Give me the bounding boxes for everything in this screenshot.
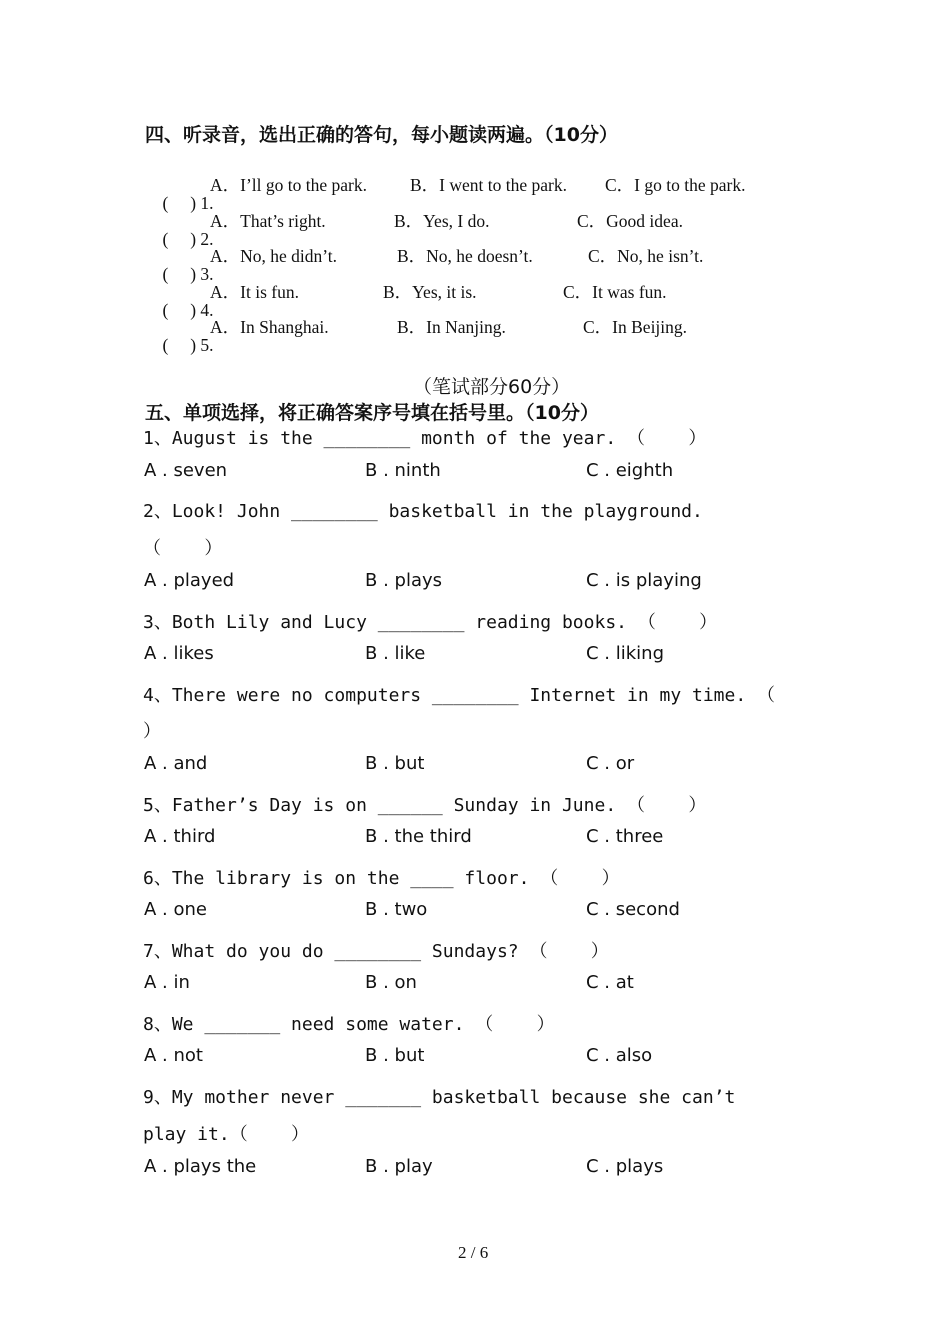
option-a: A . plays the [144, 1156, 257, 1177]
option-c: C．It was fun. [563, 282, 667, 302]
option-c: C . is playing [586, 570, 702, 591]
option-a: A . seven [144, 460, 228, 481]
question-text-continued: ） [143, 721, 161, 742]
option-a: A．That’s right. [210, 211, 326, 231]
option-a: A . one [144, 899, 207, 920]
page-number: 2 / 6 [458, 1243, 489, 1262]
option-a: A . in [144, 972, 190, 993]
written-part-header: （笔试部分60分） [413, 376, 571, 398]
option-b: B . on [365, 972, 417, 993]
answer-paren[interactable]: ( [162, 335, 191, 355]
question-text-continued: play it.（ ） [143, 1124, 310, 1145]
option-b: B . ninth [365, 460, 441, 481]
option-a: A . third [144, 826, 216, 847]
list-item [145, 314, 214, 377]
question-number: ) 4. [190, 300, 214, 320]
option-c: C . also [586, 1045, 653, 1066]
option-c: C．Good idea. [577, 211, 683, 231]
option-a: A . played [144, 570, 235, 591]
question-text-continued: （ ） [143, 538, 223, 559]
question-number: ) 5. [190, 335, 214, 355]
question-number: ) 2. [190, 229, 214, 249]
option-b: B．Yes, it is. [383, 282, 477, 302]
option-c: C．In Beijing. [583, 317, 688, 337]
question-text: 6、The library is on the ____ floor. （ ） [143, 868, 620, 889]
option-a: A．In Shanghai. [210, 317, 329, 337]
option-c: C . liking [586, 643, 664, 664]
option-b: B . plays [365, 570, 443, 591]
question-text: 2、Look! John ________ basketball in the playground. [143, 501, 703, 522]
option-a: A．I’ll go to the park. [210, 175, 367, 195]
section4-title: 四、听录音，选出正确的答句，每小题读两遍。（10分） [145, 124, 618, 146]
option-c: C . eighth [586, 460, 674, 481]
question-number: ) 1. [190, 193, 214, 213]
answer-paren[interactable]: ( [162, 300, 191, 320]
question-number: ) 3. [190, 264, 214, 284]
option-b: B . two [365, 899, 428, 920]
option-c: C . three [586, 826, 664, 847]
option-b: B . like [365, 643, 426, 664]
option-b: B . but [365, 1045, 425, 1066]
option-b: B . play [365, 1156, 433, 1177]
option-a: A．No, he didn’t. [210, 246, 338, 266]
option-b: B．No, he doesn’t. [397, 246, 533, 266]
answer-paren[interactable]: ( [162, 264, 191, 284]
option-a: A . and [144, 753, 208, 774]
option-c: C . second [586, 899, 680, 920]
option-c: C．No, he isn’t. [588, 246, 704, 266]
answer-paren[interactable]: ( [162, 193, 191, 213]
section5-title: 五、单项选择，将正确答案序号填在括号里。（10分） [145, 402, 599, 424]
option-c: C . plays [586, 1156, 664, 1177]
question-text: 9、My mother never _______ basketball because she can’t [143, 1087, 736, 1108]
answer-paren[interactable]: ( [162, 229, 191, 249]
option-a: A . not [144, 1045, 203, 1066]
option-b: B . but [365, 753, 425, 774]
option-b: B．Yes, I do. [394, 211, 490, 231]
option-c: C . at [586, 972, 634, 993]
question-text: 5、Father’s Day is on ______ Sunday in June. （ ） [143, 795, 707, 816]
option-b: B . the third [365, 826, 472, 847]
option-b: B．I went to the park. [410, 175, 567, 195]
question-text: 8、We _______ need some water. （ ） [143, 1014, 555, 1035]
option-c: C . or [586, 753, 635, 774]
question-text: 3、Both Lily and Lucy ________ reading books. （ ） [143, 612, 718, 633]
option-a: A．It is fun. [210, 282, 299, 302]
option-c: C．I go to the park. [605, 175, 746, 195]
option-b: B．In Nanjing. [397, 317, 506, 337]
option-a: A . likes [144, 643, 214, 664]
question-text: 4、There were no computers ________ Internet in my time. （ [143, 685, 776, 706]
question-text: 1、August is the ________ month of the year. （ ） [143, 428, 707, 449]
question-text: 7、What do you do ________ Sundays? （ ） [143, 941, 609, 962]
